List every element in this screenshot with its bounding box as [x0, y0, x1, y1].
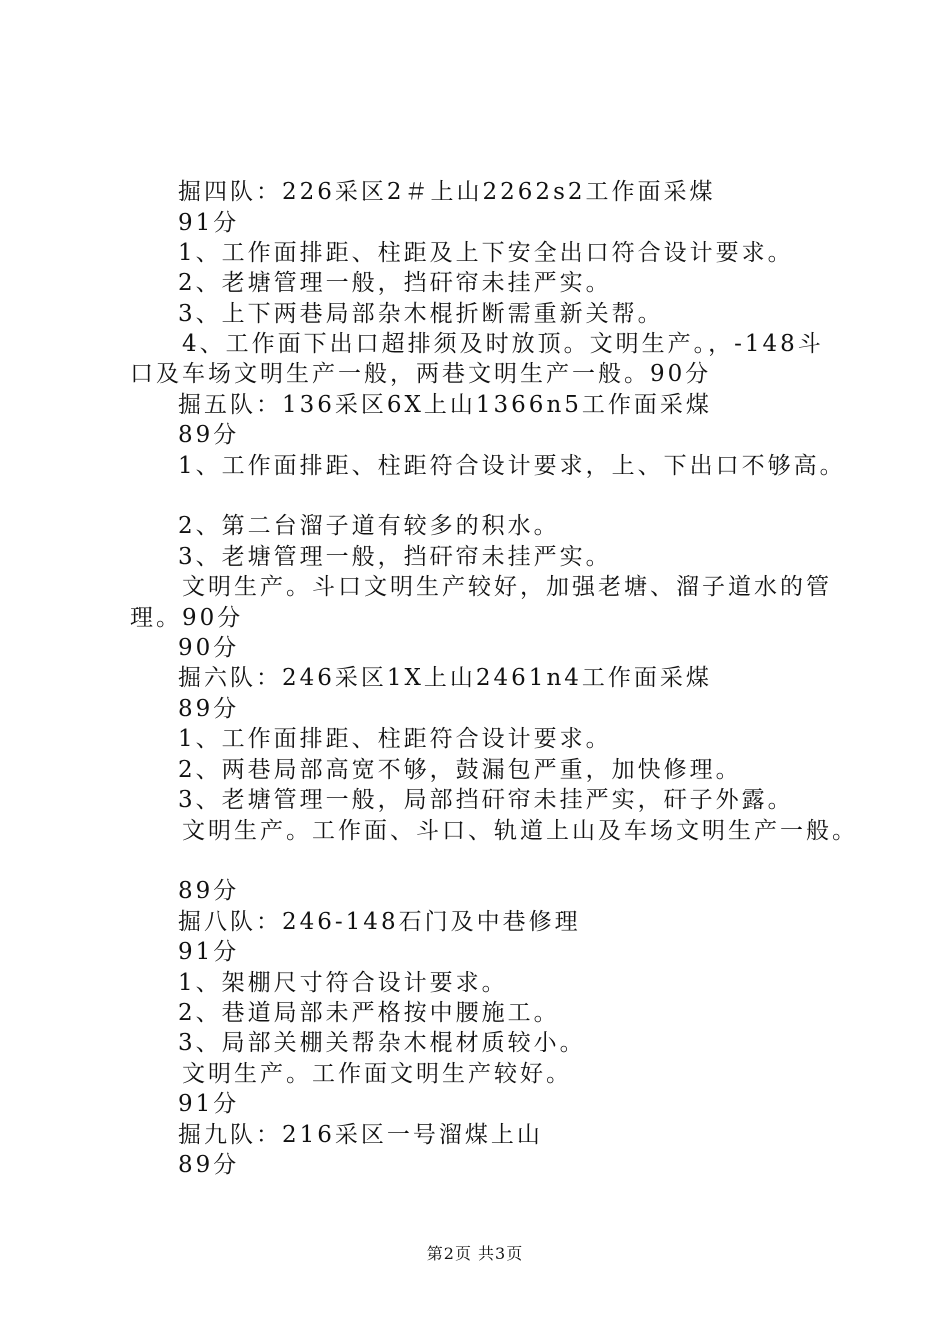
text-line: 91分	[178, 1091, 240, 1117]
text-line: 3、老塘管理一般，局部挡矸帘未挂严实，矸子外露。	[178, 787, 794, 813]
text-line: 89分	[178, 1152, 240, 1178]
text-line: 90分	[178, 635, 240, 661]
text-line: 2、老塘管理一般，挡矸帘未挂严实。	[178, 270, 612, 296]
text-line: 4、工作面下出口超排须及时放顶。文明生产。，-148斗	[182, 331, 824, 357]
text-line: 91分	[178, 939, 240, 965]
text-line: 2、巷道局部未严格按中腰施工。	[178, 1000, 560, 1026]
text-line: 文明生产。工作面文明生产较好。	[182, 1061, 572, 1087]
text-line: 91分	[178, 210, 240, 236]
text-line: 1、工作面排距、柱距及上下安全出口符合设计要求。	[178, 240, 794, 266]
text-line: 3、老塘管理一般，挡矸帘未挂严实。	[178, 544, 612, 570]
text-line: 掘八队：246-148石门及中巷修理	[178, 909, 581, 935]
text-line: 89分	[178, 696, 240, 722]
text-line: 掘六队：246采区1X上山2461n4工作面采煤	[178, 665, 712, 691]
text-line: 1、工作面排距、柱距符合设计要求，上、下出口不够高。	[178, 453, 846, 479]
text-line: 掘四队：226采区2＃上山2262s2工作面采煤	[178, 179, 716, 205]
page-footer: 第2页 共3页	[426, 1244, 524, 1263]
text-line: 理。90分	[130, 605, 244, 631]
text-line: 1、工作面排距、柱距符合设计要求。	[178, 726, 612, 752]
text-line: 文明生产。斗口文明生产较好，加强老塘、溜子道水的管	[182, 574, 832, 600]
text-line: 文明生产。工作面、斗口、轨道上山及车场文明生产一般。	[182, 818, 858, 844]
text-line: 2、两巷局部高宽不够，鼓漏包严重，加快修理。	[178, 757, 742, 783]
text-line: 1、架棚尺寸符合设计要求。	[178, 970, 508, 996]
text-line: 掘五队：136采区6X上山1366n5工作面采煤	[178, 392, 712, 418]
text-line: 口及车场文明生产一般，两巷文明生产一般。90分	[130, 361, 712, 387]
text-line: 2、第二台溜子道有较多的积水。	[178, 513, 560, 539]
text-line: 3、上下两巷局部杂木棍折断需重新关帮。	[178, 301, 664, 327]
text-line: 掘九队：216采区一号溜煤上山	[178, 1122, 543, 1148]
text-line: 89分	[178, 878, 240, 904]
text-line: 89分	[178, 422, 240, 448]
text-line: 3、局部关棚关帮杂木棍材质较小。	[178, 1030, 586, 1056]
